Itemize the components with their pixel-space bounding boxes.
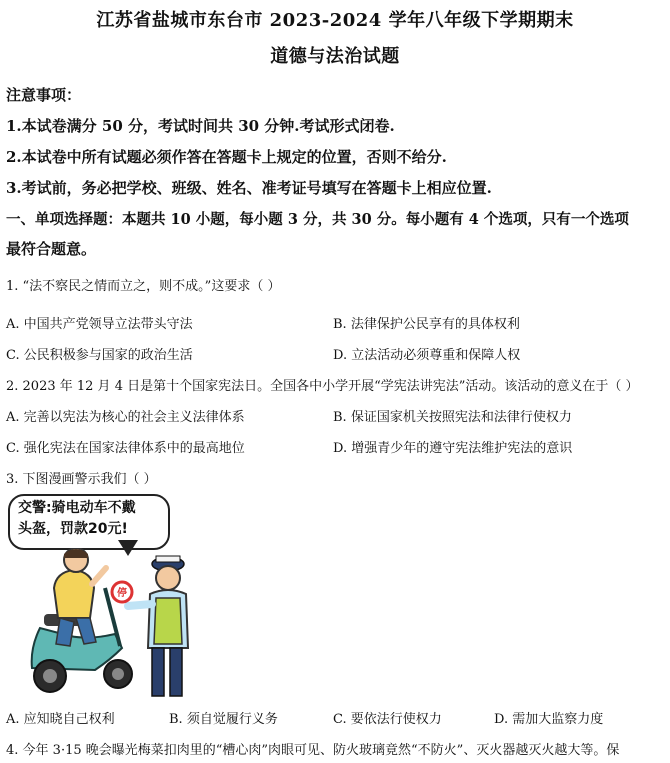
- q3-option-a: A. 应知晓自己权利: [6, 712, 115, 727]
- q3-option-b: B. 须自觉履行义务: [169, 712, 278, 727]
- q1-option-c: C. 公民积极参与国家的政治生活: [6, 348, 193, 363]
- rider-illustration: [54, 548, 106, 646]
- police-officer-illustration: [128, 556, 188, 696]
- note-item-1: 1.本试卷满分 50 分，考试时间共 30 分钟.考试形式闭卷.: [6, 117, 395, 135]
- q1-option-b: B. 法律保护公民享有的具体权利: [333, 317, 520, 332]
- speech-bubble-line2: 头盔，罚款20元!: [18, 521, 128, 537]
- question-4-stem: 4. 今年 3·15 晚会曝光梅菜扣肉里的“槽心肉”肉眼可见、防火玻璃竟然“不防火”、灭火器越灭火越大等。保: [6, 743, 620, 758]
- note-item-2: 2.本试卷中所有试题必须作答在答题卡上规定的位置，否则不给分.: [6, 148, 447, 166]
- q3-option-c: C. 要依法行使权力: [333, 712, 442, 727]
- q2-option-d: D. 增强青少年的遵守宪法维护宪法的意识: [333, 441, 573, 456]
- question-1-stem: 1. “法不察民之情而立之，则不成。”这要求（ ）: [6, 279, 281, 294]
- q3-option-d: D. 需加大监察力度: [494, 712, 604, 727]
- q2-option-b: B. 保证国家机关按照宪法和法律行使权力: [333, 410, 572, 425]
- q2-option-c: C. 强化宪法在国家法律体系中的最高地位: [6, 441, 245, 456]
- q2-option-a: A. 完善以宪法为核心的社会主义法律体系: [6, 410, 245, 425]
- stop-sign-label: 停: [117, 588, 127, 599]
- question-2-stem: 2. 2023 年 12 月 4 日是第十个国家宪法日。全国各中小学开展“学宪法讲宪法”活动。该活动的意义在于（ ）: [6, 379, 639, 394]
- question-3-stem: 3. 下图漫画警示我们（ ）: [6, 472, 157, 487]
- notes-heading: 注意事项：: [6, 86, 82, 104]
- traffic-police-cartoon: [10, 548, 210, 700]
- q1-option-a: A. 中国共产党领导立法带头守法: [6, 317, 193, 332]
- q1-option-d: D. 立法活动必须尊重和保障人权: [333, 348, 521, 363]
- section1-instructions-line2: 最符合题意。: [6, 240, 97, 258]
- section1-instructions-line1: 一、单项选择题：本题共 10 小题，每小题 3 分，共 30 分。每小题有 4 个选项，只有一个选项: [6, 211, 629, 228]
- note-item-3: 3.考试前，务必把学校、班级、姓名、准考证号填写在答题卡上相应位置.: [6, 179, 492, 197]
- speech-bubble-line1: 交警:骑电动车不戴: [18, 500, 136, 516]
- exam-title-line2: 道德与法治试题: [270, 46, 400, 67]
- stop-sign: [112, 582, 132, 602]
- speech-bubble-text: [18, 498, 163, 540]
- exam-title-line1: 江苏省盐城市东台市 2023-2024 学年八年级下学期期末: [96, 10, 574, 31]
